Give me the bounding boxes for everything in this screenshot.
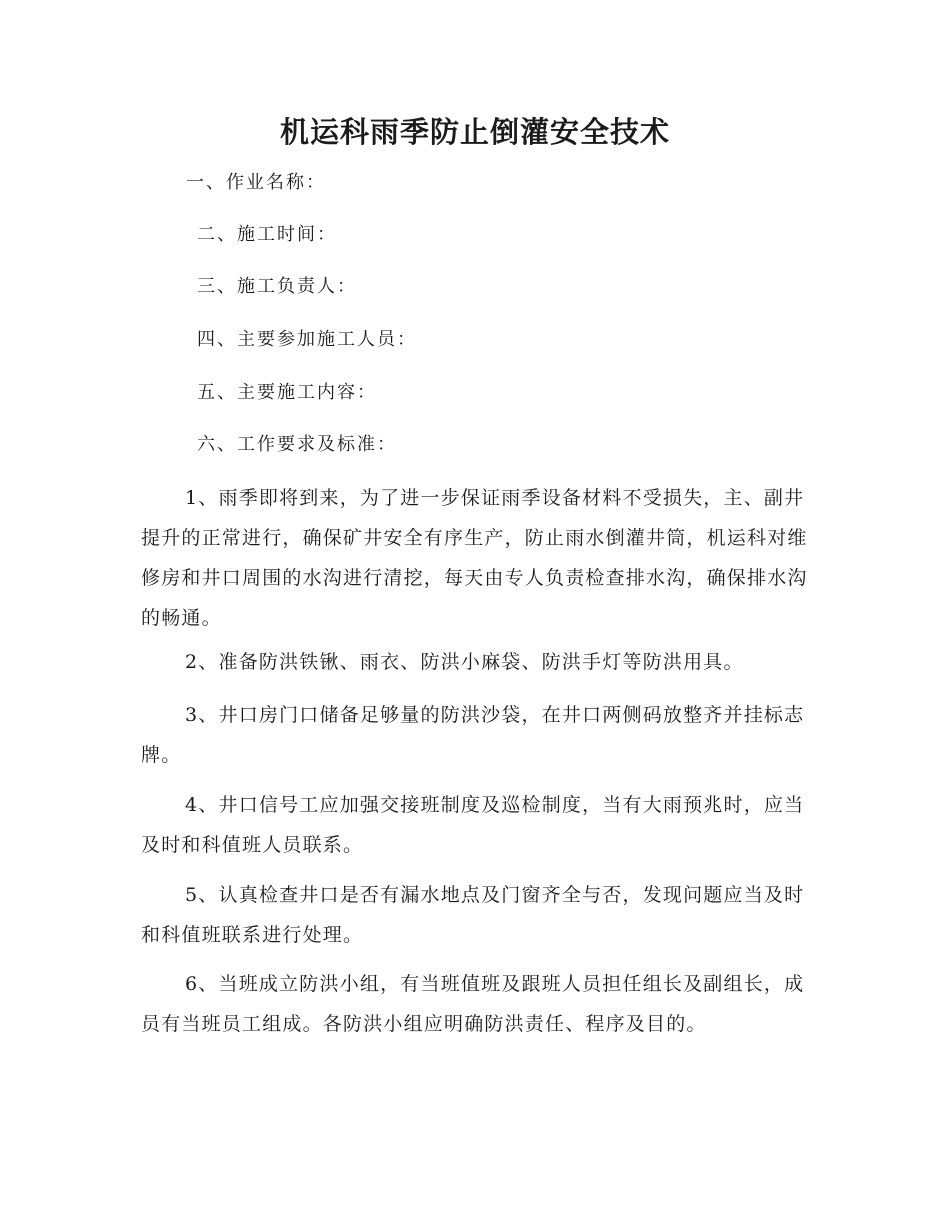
- heading-construction-time: 二、施工时间：: [197, 224, 337, 245]
- paragraph-item-4: 4、井口信号工应加强交接班制度及巡检制度，当有大雨预兆时，应当及时和科值班人员联系。: [141, 794, 805, 856]
- heading-main-personnel: 四、主要参加施工人员：: [197, 329, 417, 350]
- paragraph-item-5: 5、认真检查井口是否有漏水地点及门窗齐全与否，发现问题应当及时和科值班联系进行处理。: [141, 884, 805, 946]
- paragraph-item-1: 1、雨季即将到来，为了进一步保证雨季设备材料不受损失，主、副井提升的正常进行，确保矿井安全有序生产，防止雨水倒灌井筒，机运科对维修房和井口周围的水沟进行清挖，每天由专人负责检查排水沟，确保排水沟的畅通。: [141, 487, 808, 629]
- heading-job-name: 一、作业名称：: [186, 172, 326, 193]
- paragraph-item-3: 3、井口房门口储备足够量的防洪沙袋，在井口两侧码放整齐并挂标志牌。: [141, 704, 805, 766]
- paragraph-item-6: 6、当班成立防洪小组，有当班值班及跟班人员担任组长及副组长，成员有当班员工组成。各防洪小组应明确防洪责任、程序及目的。: [141, 973, 805, 1035]
- document-title: 机运科雨季防止倒灌安全技术: [279, 115, 670, 149]
- paragraph-item-2: 2、准备防洪铁锹、雨衣、防洪小麻袋、防洪手灯等防洪用具。: [185, 651, 744, 673]
- heading-construction-lead: 三、施工负责人：: [197, 276, 357, 297]
- heading-requirements: 六、工作要求及标准：: [197, 434, 397, 455]
- heading-main-content: 五、主要施工内容：: [197, 382, 377, 403]
